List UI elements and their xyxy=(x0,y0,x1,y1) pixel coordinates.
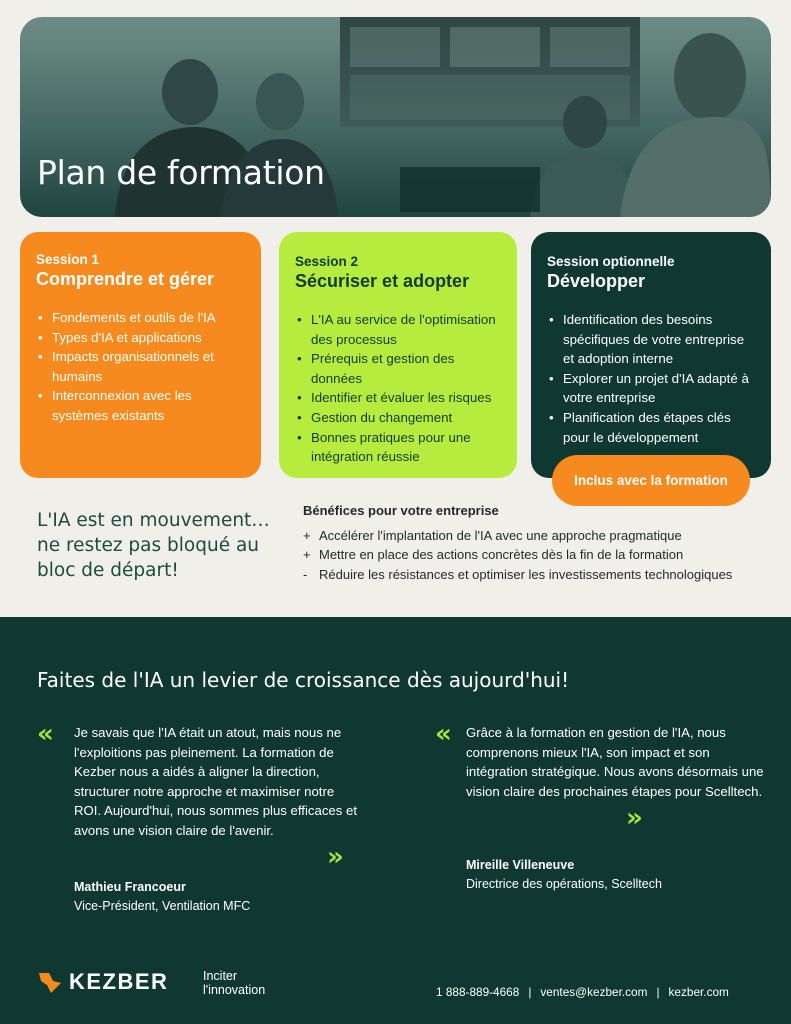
session-topics xyxy=(36,308,245,426)
list-item: • Planification des étapes clés pour le développement xyxy=(547,408,755,447)
session-card-optional xyxy=(531,232,771,478)
session-title: Sécuriser et adopter xyxy=(295,271,470,291)
list-item: • Interconnexion avec les systèmes existants xyxy=(36,386,245,425)
session-title: Développer xyxy=(547,271,646,291)
contact-info xyxy=(436,985,729,999)
list-item: • Explorer un projet d'IA adapté à votre entreprise xyxy=(547,369,755,408)
list-item: • Fondements et outils de l'IA xyxy=(36,308,245,328)
list-item: • Impacts organisationnels et humains xyxy=(36,347,245,386)
list-item xyxy=(303,565,783,584)
email-link[interactable]: ventes@kezber.com xyxy=(540,985,648,999)
session-card-2 xyxy=(279,232,517,478)
list-item: • Identifier et évaluer les risques xyxy=(295,388,501,408)
benefit-marker: + xyxy=(303,547,311,563)
benefits-section xyxy=(303,503,783,584)
website-link[interactable]: kezber.com xyxy=(668,985,729,999)
list-item xyxy=(303,526,783,545)
list-item: • Identification des besoins spécifiques de votre entreprise et adoption interne xyxy=(547,310,755,369)
session-label: Session 2 xyxy=(295,254,359,269)
testimonial-author xyxy=(466,856,662,894)
benefits-title: Bénéfices pour votre entreprise xyxy=(303,503,499,518)
session-topics xyxy=(295,310,501,467)
close-quote-icon: » xyxy=(626,803,643,833)
separator: | xyxy=(656,985,660,999)
list-item: • L'IA au service de l'optimisation des processus xyxy=(295,310,501,349)
testimonial-author xyxy=(74,878,250,916)
author-name: Mireille Villeneuve xyxy=(466,858,575,872)
close-quote-icon: » xyxy=(327,842,344,872)
tagline: L'IA est en mouvement… ne restez pas bloqué au bloc de départ! xyxy=(37,510,270,581)
list-item: • Gestion du changement xyxy=(295,408,501,428)
session-label: Session optionnelle xyxy=(547,254,675,269)
brand-name: KEZBER xyxy=(69,969,169,994)
benefit-marker: + xyxy=(303,528,311,543)
session-label: Session 1 xyxy=(36,252,100,267)
separator: | xyxy=(528,985,532,999)
list-item xyxy=(303,545,783,564)
author-role: Vice-Président, Ventilation MFC xyxy=(74,899,251,913)
brand-logo xyxy=(37,969,168,995)
author-role: Directrice des opérations, Scelltech xyxy=(466,877,662,891)
kezber-logo-icon xyxy=(37,969,63,995)
session-card-1 xyxy=(20,232,261,478)
benefit-text: Mettre en place des actions concrètes dès la fin de la formation xyxy=(319,547,684,563)
page-title: Plan de formation xyxy=(37,153,325,192)
list-item: • Bonnes pratiques pour une intégration réussie xyxy=(295,428,501,467)
benefit-text: Accélérer l'implantation de l'IA avec une approche pragmatique xyxy=(319,528,682,543)
list-item: • Types d'IA et applications xyxy=(36,328,245,348)
benefit-text: Réduire les résistances et optimiser les investissements technologiques xyxy=(319,566,733,582)
hero-banner xyxy=(20,17,771,217)
included-badge: Inclus avec la formation xyxy=(552,455,750,506)
open-quote-icon: « xyxy=(37,719,54,749)
slogan-line: l'innovation xyxy=(203,983,266,997)
testimonial-quote: Grâce à la formation en gestion de l'IA, nous comprenons mieux l'IA, son impact et son intégration stratégique. Nous avons désormais une vision claire des prochaines étapes pour Scelltech. xyxy=(466,725,764,799)
open-quote-icon: « xyxy=(435,719,452,749)
phone-number[interactable]: 1 888-889-4668 xyxy=(436,985,520,999)
benefit-marker: - xyxy=(303,566,308,582)
session-topics xyxy=(547,310,755,447)
section-title: Faites de l'IA un levier de croissance dès aujourd'hui! xyxy=(37,668,570,692)
slogan-line: Inciter xyxy=(203,969,238,983)
author-name: Mathieu Francoeur xyxy=(74,880,186,894)
testimonial-quote: Je savais que l'IA était un atout, mais nous ne l'exploitions pas pleinement. La formation de Kezber nous a aidés à aligner la direction, structurer notre approche et maximiser notre ROI. Aujourd'hui, nous sommes plus efficaces et avons une vision claire de l'avenir. xyxy=(74,725,358,838)
list-item: • Prérequis et gestion des données xyxy=(295,349,501,388)
brand-slogan xyxy=(203,969,265,997)
testimonials-section xyxy=(0,617,791,1024)
session-title: Comprendre et gérer xyxy=(36,269,215,289)
